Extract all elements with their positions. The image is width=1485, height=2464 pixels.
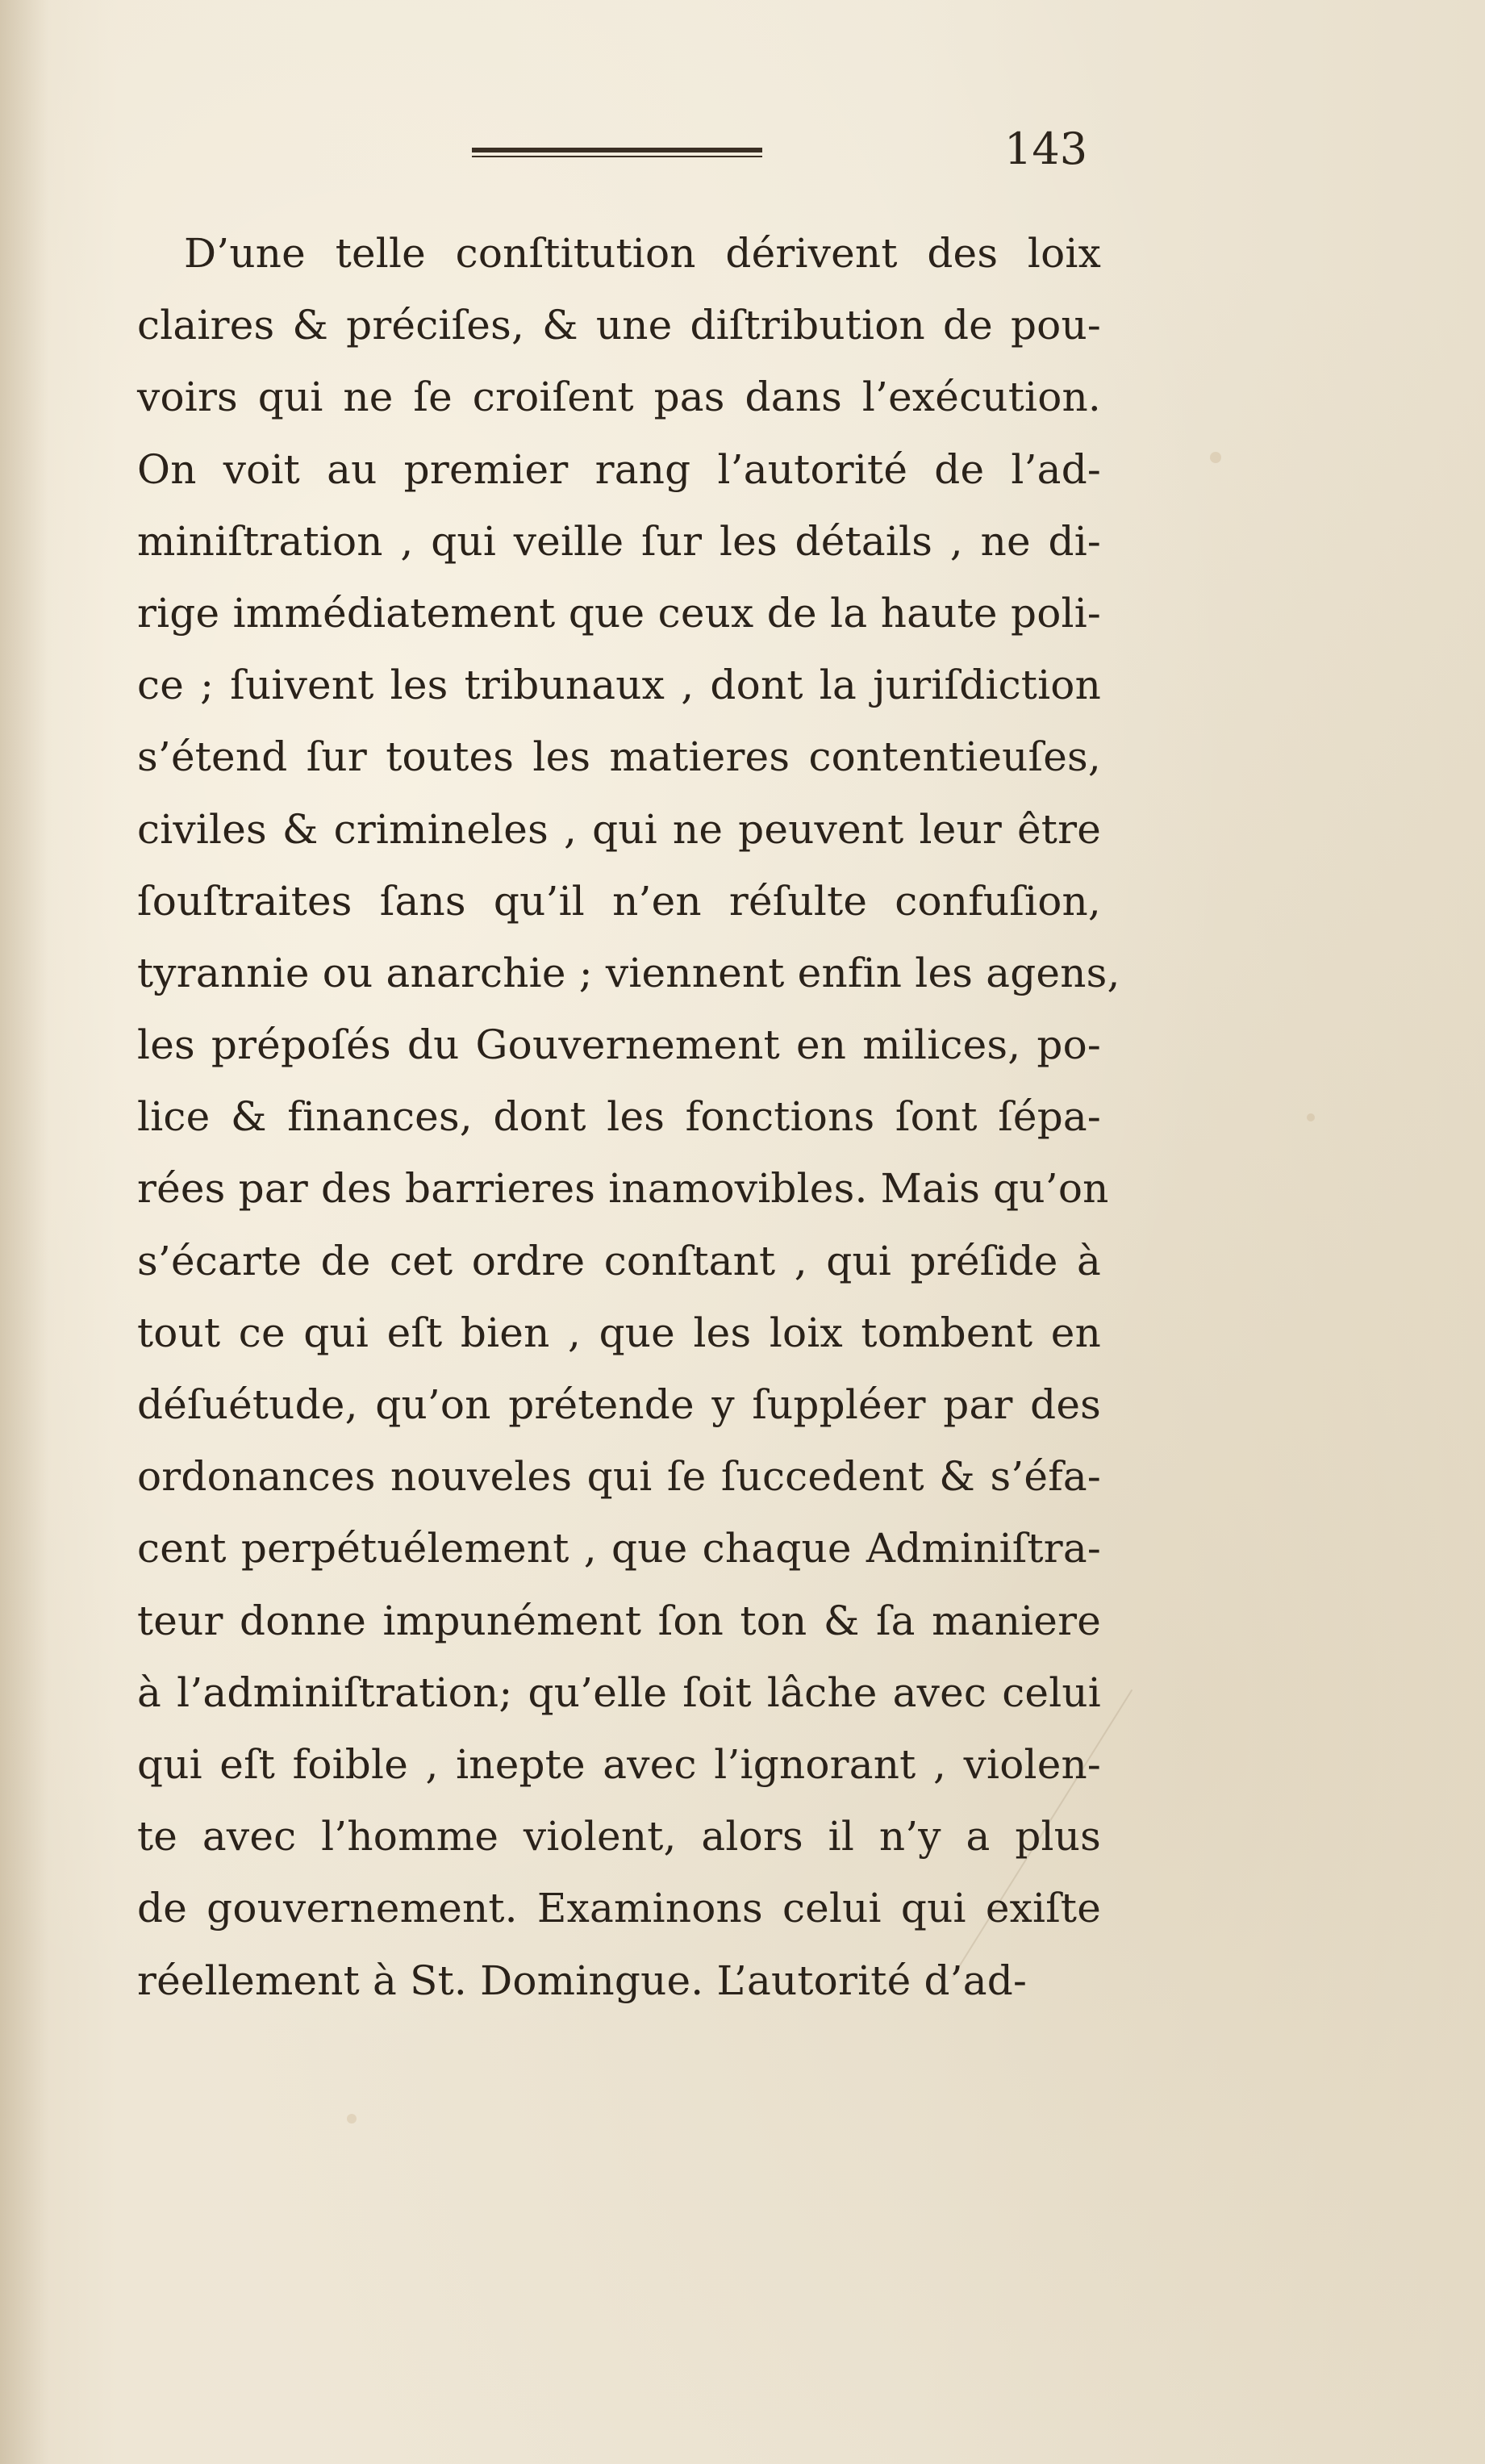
text-line: qui eſt foible , inepte avec l’ignorant , violen- (137, 1740, 1101, 1788)
text-line: réellement à St. Domingue. L’autorité d’ad- (137, 1957, 1028, 2004)
text-line: D’une telle conſtitution dérivent des loix (184, 230, 1101, 277)
text-line: voirs qui ne ſe croiſent pas dans l’exécution. (137, 374, 1101, 421)
text-line: déſuétude, qu’on prétende y ſuppléer par des (137, 1381, 1101, 1428)
text-line: miniſtration , qui veille ſur les détails , ne di- (137, 517, 1101, 565)
text-line: s’écarte de cet ordre conſtant , qui préſide à (137, 1237, 1101, 1284)
text-line: teur donne impunément ſon ton & ſa maniere (137, 1597, 1101, 1644)
text-line: ordonances nouveles qui ſe ſuccedent & s’éfa- (137, 1453, 1101, 1501)
text-line: de gouvernement. Examinons celui qui exiſte (137, 1885, 1101, 1932)
page-number: 143 (1004, 123, 1088, 174)
text-line: ſouſtraites ſans qu’il n’en réſulte confuſion, (137, 877, 1101, 925)
text-line: ce ; ſuivent les tribunaux , dont la juriſdiction (137, 662, 1101, 709)
foxing-spot (347, 2114, 357, 2124)
body-text (137, 218, 1120, 2017)
text-line: cent perpétuélement , que chaque Adminiſtra- (137, 1525, 1101, 1572)
text-line: les prépoſés du Gouvernement en milices, po- (137, 1021, 1101, 1069)
text-line: civiles & crimineles , qui ne peuvent leur être (137, 805, 1101, 853)
text-line: te avec l’homme violent, alors il n’y a plus (137, 1813, 1101, 1861)
page-edge-shadow (0, 0, 48, 2464)
text-line: tyrannie ou anarchie ; viennent enfin les agens, (137, 949, 1120, 996)
text-line: rige immédiatement que ceux de la haute poli- (137, 589, 1101, 637)
foxing-spot (1210, 452, 1221, 463)
header-rule-ornament (472, 145, 762, 163)
text-line: lice & finances, dont les fonctions ſont ſépa- (137, 1093, 1101, 1141)
text-line: tout ce qui eſt bien , que les loix tombent en (137, 1309, 1101, 1356)
text-line: On voit au premier rang l’autorité de l’ad- (137, 445, 1101, 493)
foxing-spot (1307, 1113, 1315, 1121)
header-rule-thick (472, 148, 762, 152)
header-rule-thin (472, 156, 762, 157)
text-line: claires & préciſes, & une diſtribution de pou- (137, 302, 1101, 349)
text-line: s’étend ſur toutes les matieres contentieuſes, (137, 733, 1101, 781)
text-line: rées par des barrieres inamovibles. Mais qu’on (137, 1165, 1109, 1213)
text-line: à l’adminiſtration; qu’elle ſoit lâche avec celui (137, 1668, 1101, 1716)
